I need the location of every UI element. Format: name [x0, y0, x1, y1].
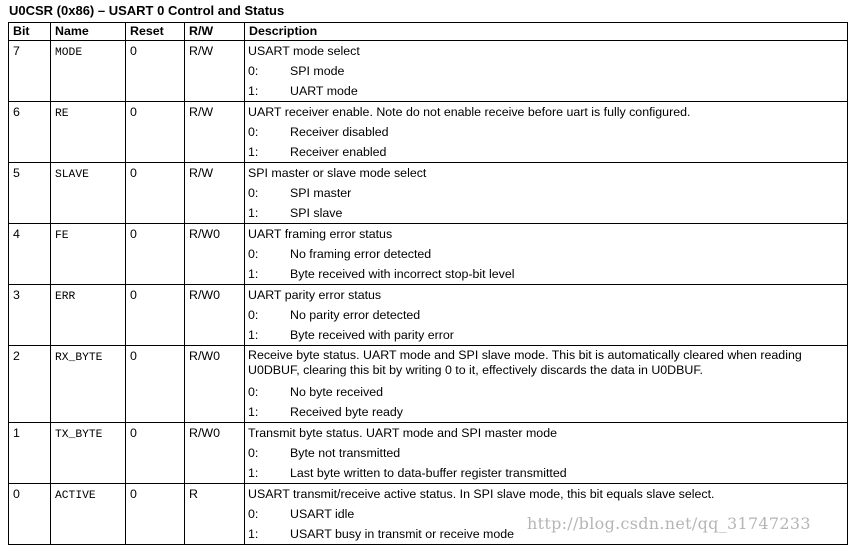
- option-value: 1:: [248, 206, 259, 220]
- description-cell: [245, 224, 848, 285]
- option-meaning: USART busy in transmit or receive mode: [290, 527, 515, 541]
- bit-cell: 2: [9, 346, 51, 423]
- register-table: [8, 22, 848, 545]
- option-value: 1:: [248, 145, 259, 159]
- bit-cell: 0: [9, 484, 51, 545]
- name-cell: TX_BYTE: [51, 423, 126, 484]
- option-line: [248, 81, 843, 101]
- rw-cell: R/W0: [185, 224, 245, 285]
- rw-cell: R/W: [185, 163, 245, 224]
- option-meaning: Receiver disabled: [290, 125, 389, 139]
- bit-cell: 7: [9, 41, 51, 102]
- reset-cell: 0: [126, 423, 185, 484]
- description-text: USART transmit/receive active status. In SPI slave mode, this bit equals slave select.: [248, 487, 715, 501]
- watermark-text: http://blog.csdn.net/qq_31747233: [527, 514, 811, 533]
- option-value: 1:: [248, 328, 259, 342]
- table-header-row: [9, 23, 848, 41]
- option-meaning: Byte received with incorrect stop-bit level: [290, 267, 515, 281]
- table-row: [9, 41, 848, 102]
- header-rw: R/W: [185, 23, 245, 41]
- option-line: [248, 305, 843, 325]
- option-value: 0:: [248, 308, 259, 322]
- option-value: 0:: [248, 507, 259, 521]
- option-line: [248, 122, 843, 142]
- option-line: [248, 325, 843, 345]
- option-line: [248, 183, 843, 203]
- option-value: 0:: [248, 186, 259, 200]
- option-line: [248, 244, 843, 264]
- option-value: 0:: [248, 64, 259, 78]
- rw-cell: R: [185, 484, 245, 545]
- bit-cell: 3: [9, 285, 51, 346]
- description-text: SPI master or slave mode select: [248, 166, 427, 180]
- name-cell: RX_BYTE: [51, 346, 126, 423]
- bit-cell: 5: [9, 163, 51, 224]
- option-meaning: USART idle: [290, 507, 355, 521]
- reset-cell: 0: [126, 163, 185, 224]
- option-meaning: Byte received with parity error: [290, 328, 454, 342]
- option-value: 0:: [248, 247, 259, 261]
- option-meaning: UART mode: [290, 84, 358, 98]
- reset-cell: 0: [126, 484, 185, 545]
- rw-cell: R/W: [185, 41, 245, 102]
- description-text: UART receiver enable. Note do not enable receive before uart is fully configured.: [248, 105, 691, 119]
- bit-cell: 4: [9, 224, 51, 285]
- reset-cell: 0: [126, 285, 185, 346]
- description-text: UART parity error status: [248, 288, 382, 302]
- description-text: Transmit byte status. UART mode and SPI master mode: [248, 426, 557, 440]
- description-cell: [245, 41, 848, 102]
- header-name: Name: [51, 23, 126, 41]
- description-cell: [245, 285, 848, 346]
- option-value: 0:: [248, 446, 259, 460]
- name-cell: ACTIVE: [51, 484, 126, 545]
- header-bit: Bit: [9, 23, 51, 41]
- rw-cell: R/W: [185, 102, 245, 163]
- rw-cell: R/W0: [185, 285, 245, 346]
- table-row: [9, 285, 848, 346]
- description-cell: [245, 346, 848, 423]
- bit-cell: 6: [9, 102, 51, 163]
- option-meaning: No byte received: [290, 385, 383, 399]
- reset-cell: 0: [126, 102, 185, 163]
- description-text: USART mode select: [248, 44, 360, 58]
- option-meaning: No framing error detected: [290, 247, 432, 261]
- option-meaning: Last byte written to data-buffer register transmitted: [290, 466, 567, 480]
- rw-cell: R/W0: [185, 423, 245, 484]
- option-line: [248, 61, 843, 81]
- reset-cell: 0: [126, 224, 185, 285]
- reset-cell: 0: [126, 41, 185, 102]
- table-row: [9, 102, 848, 163]
- option-line: [248, 463, 843, 483]
- register-title: U0CSR (0x86) – USART 0 Control and Status: [9, 3, 285, 18]
- table-row: [9, 224, 848, 285]
- name-cell: MODE: [51, 41, 126, 102]
- option-line: [248, 402, 843, 422]
- option-line: [248, 203, 843, 223]
- header-description: Description: [245, 23, 848, 41]
- option-value: 1:: [248, 466, 259, 480]
- option-value: 1:: [248, 84, 259, 98]
- option-value: 0:: [248, 385, 259, 399]
- name-cell: ERR: [51, 285, 126, 346]
- description-cell: [245, 163, 848, 224]
- bit-cell: 1: [9, 423, 51, 484]
- option-value: 1:: [248, 405, 259, 419]
- option-line: [248, 264, 843, 284]
- description-cell: [245, 102, 848, 163]
- table-row: [9, 163, 848, 224]
- name-cell: RE: [51, 102, 126, 163]
- option-value: 1:: [248, 527, 259, 541]
- option-meaning: Received byte ready: [290, 405, 403, 419]
- description-text: UART framing error status: [248, 227, 393, 241]
- description-text: Receive byte status. UART mode and SPI slave mode. This bit is automatically cleared when reading U0DBUF, clearing this bit by writing 0 to it, effectively discards the data in U0DBUF.: [248, 348, 802, 377]
- header-reset: Reset: [126, 23, 185, 41]
- option-meaning: SPI master: [290, 186, 352, 200]
- option-value: 0:: [248, 125, 259, 139]
- option-meaning: Byte not transmitted: [290, 446, 401, 460]
- name-cell: FE: [51, 224, 126, 285]
- option-line: [248, 382, 843, 402]
- option-line: [248, 142, 843, 162]
- rw-cell: R/W0: [185, 346, 245, 423]
- option-meaning: Receiver enabled: [290, 145, 387, 159]
- option-meaning: No parity error detected: [290, 308, 421, 322]
- reset-cell: 0: [126, 346, 185, 423]
- option-meaning: SPI mode: [290, 64, 345, 78]
- name-cell: SLAVE: [51, 163, 126, 224]
- option-line: [248, 443, 843, 463]
- table-row: [9, 346, 848, 423]
- description-cell: [245, 423, 848, 484]
- option-value: 1:: [248, 267, 259, 281]
- table-row: [9, 423, 848, 484]
- option-meaning: SPI slave: [290, 206, 343, 220]
